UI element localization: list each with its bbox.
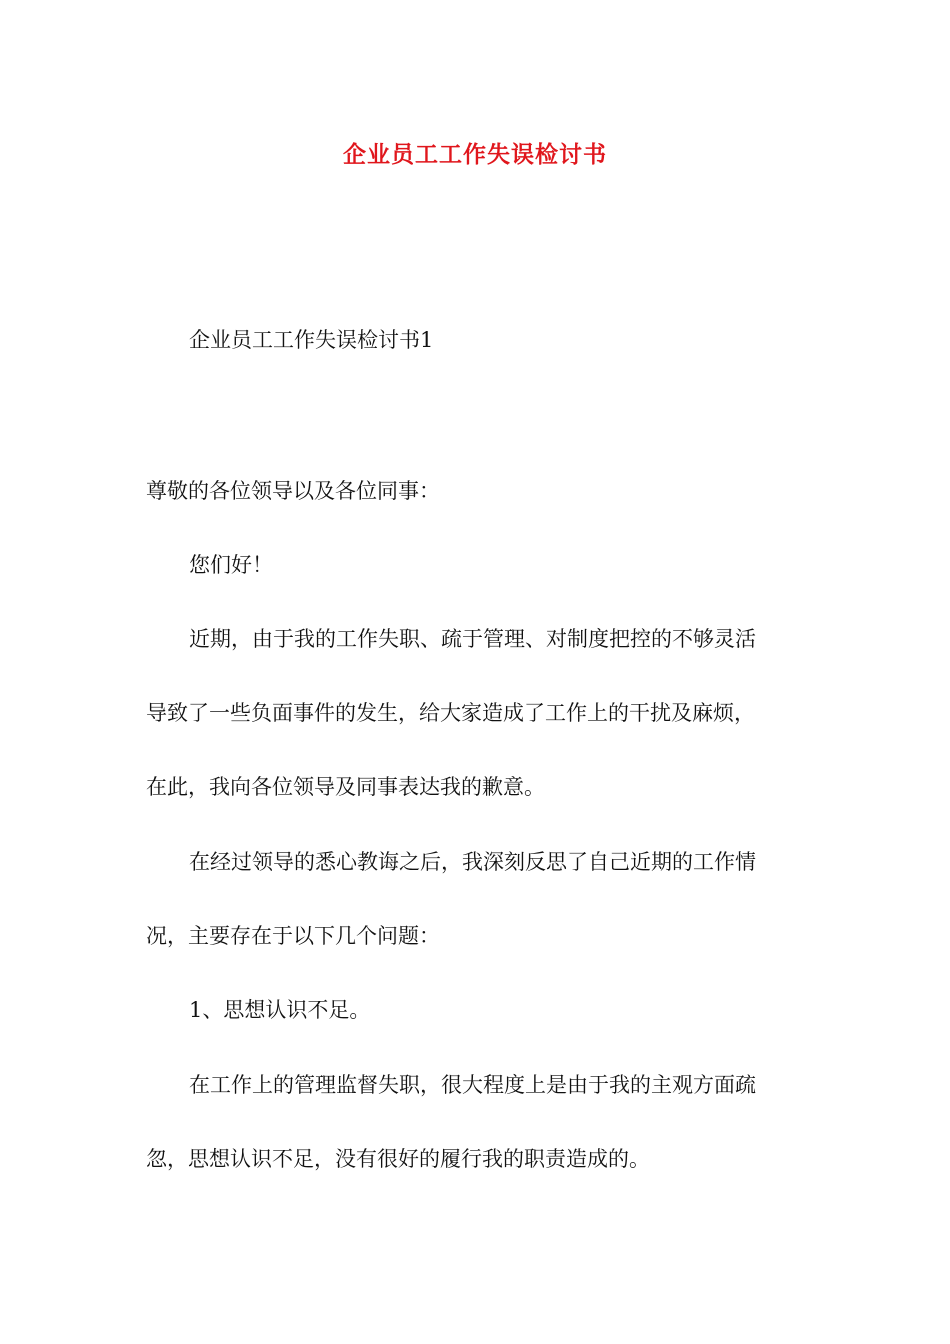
paragraph-2-line-1: 在经过领导的悉心教诲之后，我深刻反思了自己近期的工作情 [189, 850, 756, 874]
document-title: 企业员工工作失误检讨书 [343, 141, 607, 168]
section-heading: 企业员工工作失误检讨书1 [189, 328, 434, 352]
salutation: 尊敬的各位领导以及各位同事： [146, 479, 440, 503]
paragraph-1-line-1: 近期，由于我的工作失职、疏于管理、对制度把控的不够灵活 [189, 627, 756, 651]
paragraph-1-line-3: 在此，我向各位领导及同事表达我的歉意。 [146, 775, 545, 799]
paragraph-3-line-1: 在工作上的管理监督失职，很大程度上是由于我的主观方面疏 [189, 1073, 756, 1097]
paragraph-3-line-2: 忽，思想认识不足，没有很好的履行我的职责造成的。 [146, 1147, 650, 1171]
list-item-1: 1、思想认识不足。 [189, 998, 371, 1022]
paragraph-1-line-2: 导致了一些负面事件的发生，给大家造成了工作上的干扰及麻烦， [146, 701, 755, 725]
greeting: 您们好！ [189, 553, 273, 577]
paragraph-2-line-2: 况，主要存在于以下几个问题： [146, 924, 440, 948]
